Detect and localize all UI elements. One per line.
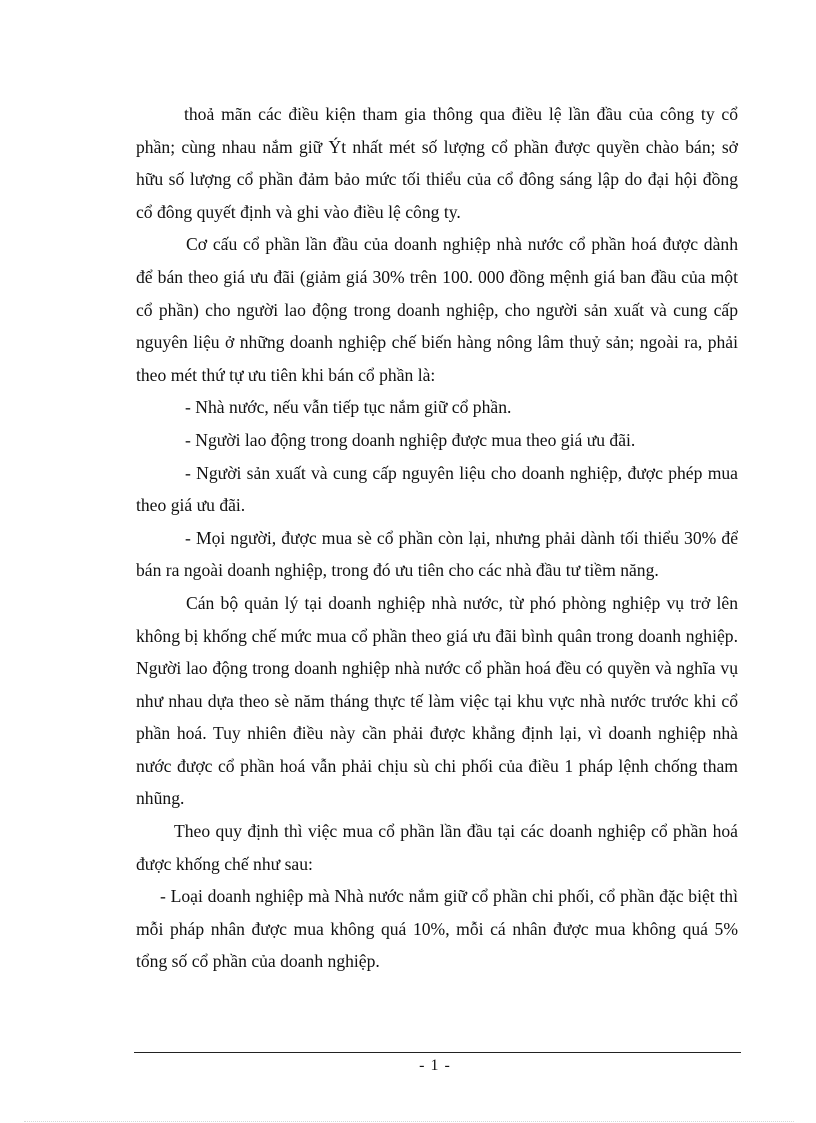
paragraph-managers: Cán bộ quản lý tại doanh nghiệp nhà nước, từ phó phòng nghiệp vụ trở lên không bị khống chế mức mua cổ phần theo giá ưu đãi bình quân trong doanh nghiệp. Người lao động trong doanh nghiệp nhà nước cổ phần hoá đều có quyền và nghĩa vụ như nhau dựa theo sè năm tháng thực tế làm việc tại khu vực nhà nước trước khi cổ phần hoá. Tuy nhiên điều này cần phải được khẳng định lại, vì doanh nghiệp nhà nước được cổ phần hoá vẫn phải chịu sù chi phối của điều 1 pháp lệnh chống tham nhũng. — [136, 592, 738, 809]
paragraph-continuation: thoả mãn các điều kiện tham gia thông qua điều lệ lần đầu của công ty cổ phần; cùng nhau nắm giữ Ýt nhất mét số lượng cổ phần được quyền chào bán; sở hữu số lượng cổ phần đảm bảo mức tối thiểu của cổ đông sáng lập do đại hội đồng cổ đông quyết định và ghi vào điều lệ công ty. — [136, 104, 738, 222]
list-item-everyone: - Mọi người, được mua sè cổ phần còn lại, nhưng phải dành tối thiểu 30% để bán ra ngoài doanh nghiệp, trong đó ưu tiên cho các nhà đầu tư tiềm năng. — [136, 527, 738, 581]
page-body — [136, 98, 738, 978]
list-item-controlling-share: - Loại doanh nghiệp mà Nhà nước nắm giữ cổ phần chi phối, cổ phần đặc biệt thì mỗi pháp nhân được mua không quá 10%, mỗi cá nhân được mua không quá 5% tổng số cổ phần của doanh nghiệp. — [136, 886, 738, 972]
list-item-suppliers: - Người sản xuất và cung cấp nguyên liệu cho doanh nghiệp, được phép mua theo giá ưu đãi. — [136, 462, 738, 516]
list-item-state: - Nhà nước, nếu vẫn tiếp tục nắm giữ cổ phần. — [185, 397, 512, 418]
paragraph-share-structure: Cơ cấu cổ phần lần đầu của doanh nghiệp nhà nước cổ phần hoá được dành để bán theo giá ưu đãi (giảm giá 30% trên 100. 000 đồng mệnh giá ban đầu của một cổ phần) cho người lao động trong doanh nghiệp, cho người sản xuất và cung cấp nguyên liệu ở những doanh nghiệp chế biến hàng nông lâm thuỷ sản; ngoài ra, phải theo mét thứ tự ưu tiên khi bán cổ phần là: — [136, 234, 738, 385]
paragraph-purchase-limits: Theo quy định thì việc mua cổ phần lần đầu tại các doanh nghiệp cổ phần hoá được khống chế như sau: — [136, 821, 738, 874]
footer-rule — [134, 1052, 741, 1053]
page-bottom-border — [24, 1121, 794, 1122]
page-number: - 1 - — [419, 1057, 451, 1074]
list-item-workers: - Người lao động trong doanh nghiệp được mua theo giá ưu đãi. — [185, 429, 636, 450]
